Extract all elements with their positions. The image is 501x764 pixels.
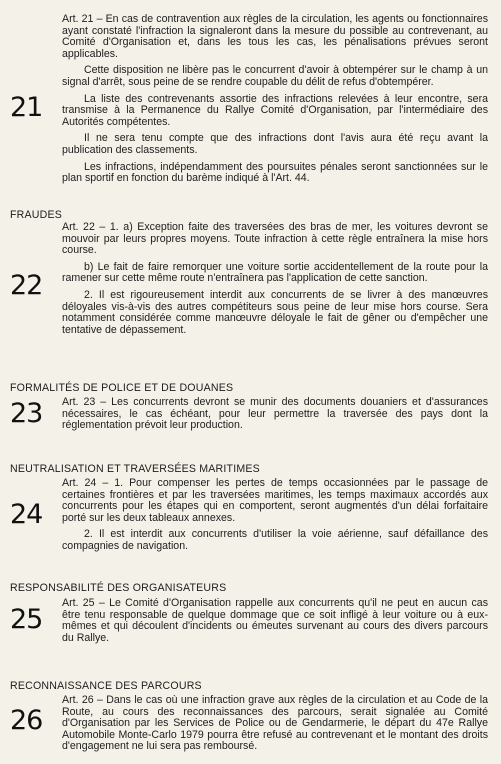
article-24-body bbox=[62, 478, 488, 558]
article-number: 21 bbox=[10, 92, 43, 123]
article-number: 24 bbox=[10, 499, 43, 530]
article-paragraph: Art. 24 – 1. Pour compenser les pertes de temps occasionnées par le passage de certaines frontières et par les traversées maritimes, les temps maximaux accordés aux concurrents pour les étapes qui en comportent, seront augmentés d'un délai forfaitaire porté sur les deux tableaux annexes. bbox=[62, 477, 488, 524]
article-22-body bbox=[62, 222, 488, 341]
article-25-body bbox=[62, 598, 488, 649]
article-23-body bbox=[62, 397, 488, 437]
article-paragraph: Les infractions, indépendamment des poursuites pénales seront sanctionnées sur le plan sportif en fonction du barème indiqué à l'Art. 44. bbox=[62, 160, 488, 185]
section-heading: FRAUDES bbox=[10, 209, 63, 221]
article-paragraph: b) Le fait de faire remorquer une voiture sortie accidentellement de la route pour la ramener sur cette même route n'entraînera pas l'application de cette sanction. bbox=[62, 260, 488, 285]
article-paragraph: Cette disposition ne libère pas le concurrent d'avoir à obtempérer sur le champ à un signal d'arrêt, sous peine de se rendre coupable du délit de refus d'obtempérer. bbox=[62, 64, 488, 88]
article-paragraph: 2. Il est interdit aux concurrents d'utiliser la voie aérienne, sauf défaillance des compagnies de navigation. bbox=[62, 528, 488, 552]
article-21-body bbox=[62, 14, 488, 190]
article-paragraph: Art. 22 – 1. a) Exception faite des traversées des bras de mer, les voitures devront se mouvoir par leurs propres moyens. Toute infraction à cette règle entraînera la mise hors course. bbox=[62, 221, 488, 257]
article-paragraph: 2. Il est rigoureusement interdit aux concurrents de se livrer à des manœuvres déloyales vis-à-vis des autres compétiteurs sous peine de leur mise hors course. Sera notamment considérée comme manœuvre déloyale le fait de gêner ou d'empêcher une tentative de dépassement. bbox=[62, 288, 488, 336]
article-26-body bbox=[62, 695, 488, 758]
section-heading: RECONNAISSANCE DES PARCOURS bbox=[10, 680, 202, 692]
article-paragraph: Art. 25 – Le Comité d'Organisation rappelle aux concurrents qu'il ne peut en aucun cas être tenu responsable de quelque dommage que ce soit infligé à leur voiture ou à eux-mêmes et qui découlent d'incidents ou émeutes survenant au cours des divers parcours du Rallye. bbox=[62, 597, 488, 644]
article-number: 23 bbox=[10, 398, 43, 429]
article-paragraph: Art. 23 – Les concurrents devront se munir des documents douaniers et d'assurances nécessaires, le cas échéant, pour leur permettre la traversée des pays dont la réglementation prévoit leur production. bbox=[62, 396, 488, 432]
article-number: 22 bbox=[10, 270, 43, 301]
article-paragraph: Art. 26 – Dans le cas où une infraction grave aux règles de la circulation et au Code de la Route, au cours des reconnaissances des parcours, serait signalée au Comité d'Organisation par les Services de Police ou de Gendarmerie, le départ du 47e Rallye Automobile Monte-Carlo 1979 pourra être refusé au contrevenant et le montant des droits d'engagement ne lui sera pas remboursé. bbox=[62, 694, 488, 753]
article-number: 26 bbox=[10, 705, 43, 736]
section-heading: FORMALITÉS DE POLICE ET DE DOUANES bbox=[10, 382, 234, 394]
article-paragraph: La liste des contrevenants assortie des infractions relevées à leur encontre, sera transmise à la Permanence du Rallye Comité d'Organisation, par l'intermédiaire des Autorités compétentes. bbox=[62, 92, 488, 128]
article-paragraph: Il ne sera tenu compte que des infractions dont l'avis aura été reçu avant la publication des classements. bbox=[62, 132, 488, 156]
section-heading: NEUTRALISATION ET TRAVERSÉES MARITIMES bbox=[10, 463, 260, 475]
section-heading: RESPONSABILITÉ DES ORGANISATEURS bbox=[10, 582, 227, 594]
article-paragraph: Art. 21 – En cas de contravention aux règles de la circulation, les agents ou fonctionnaires ayant constaté l'infraction la signaleront dans la mesure du possible au contrevenant, au Comité d'Organisation et, dans les tous les cas, les pénalisations prévues seront applicables. bbox=[62, 13, 488, 60]
article-number: 25 bbox=[10, 604, 43, 635]
